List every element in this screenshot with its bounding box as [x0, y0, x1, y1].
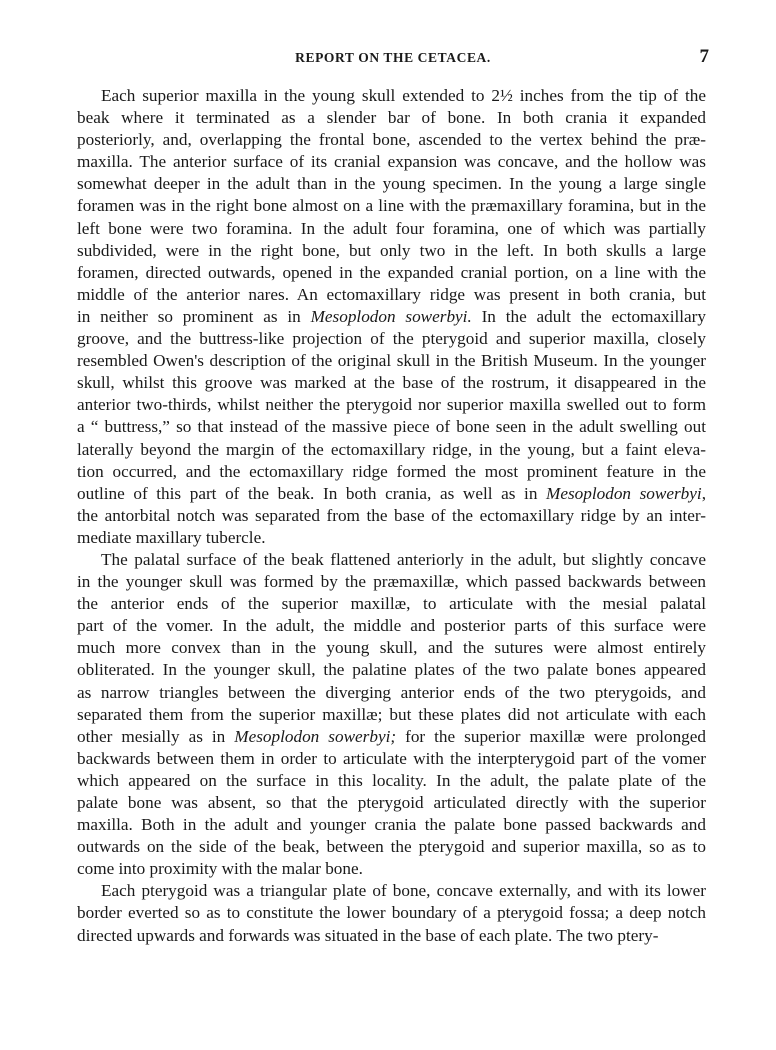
text-line: [77, 416, 706, 438]
text-line: [77, 195, 706, 217]
text-segment: tion occurred, and the ectomaxillary ridge formed the most prominent feature in the: [77, 461, 706, 481]
text-segment: The palatal surface of the beak flattened anteriorly in the adult, but slightly concave: [101, 549, 706, 569]
text-segment: obliterated. In the younger skull, the palatine plates of the two palate bones appeared: [77, 660, 706, 680]
text-segment: for the superior maxillæ were prolonged: [396, 726, 706, 746]
text-line: [77, 107, 706, 129]
text-line: [77, 615, 706, 637]
text-segment: in neither so prominent as in: [77, 306, 311, 326]
body-text: [77, 85, 706, 947]
text-segment: posteriorly, and, overlapping the frontal bone, ascended to the vertex behind the præ-: [77, 130, 706, 150]
text-line: [77, 284, 706, 306]
text-line: [77, 262, 706, 284]
text-segment: mediate maxillary tubercle.: [77, 527, 266, 547]
text-line: [77, 925, 706, 947]
text-segment: groove, and the buttress-like projection of the pterygoid and superior maxilla, closely: [77, 329, 706, 349]
text-line: [77, 505, 706, 527]
text-segment: which appeared on the surface in this locality. In the adult, the palate plate of the: [77, 770, 706, 790]
text-line: [77, 637, 706, 659]
text-segment: laterally beyond the margin of the ectomaxillary ridge, in the young, but a faint eleva-: [77, 439, 706, 459]
text-segment: outwards on the side of the beak, between the pterygoid and superior maxilla, so as to: [77, 837, 706, 857]
text-segment: other mesially as in: [77, 726, 235, 746]
text-segment: anterior two-thirds, whilst neither the pterygoid nor superior maxilla swelled out to form: [77, 395, 706, 415]
page-header: [77, 46, 709, 70]
text-segment: the antorbital notch was separated from the base of the ectomaxillary ridge by an inter-: [77, 505, 706, 525]
text-segment: as narrow triangles between the diverging anterior ends of the two pterygoids, and: [77, 682, 706, 702]
text-line: [77, 792, 706, 814]
text-segment: in the younger skull was formed by the præmaxillæ, which passed backwards between: [77, 572, 706, 592]
text-segment: left bone were two foramina. In the adult four foramina, one of which was partially: [77, 218, 706, 238]
text-segment: In the adult the ectomaxillary: [471, 306, 706, 326]
text-line: [77, 549, 706, 571]
text-segment: Each superior maxilla in the young skull extended to 2½ inches from the tip of the: [101, 86, 706, 105]
text-line: [77, 394, 706, 416]
text-line: [77, 726, 706, 748]
running-title: REPORT ON THE CETACEA.: [295, 50, 491, 65]
text-line: [77, 571, 706, 593]
page-number: 7: [699, 46, 709, 67]
text-segment: resembled Owen's description of the original skull in the British Museum. In the younger: [77, 351, 706, 371]
text-line: [77, 439, 706, 461]
paragraph: [77, 85, 706, 549]
text-segment: subdivided, were in the right bone, but only two in the left. In both skulls a large: [77, 240, 706, 260]
italic-species-name: Mesoplodon sowerbyi.: [310, 306, 472, 326]
italic-species-name: Mesoplodon sowerbyi: [546, 483, 702, 503]
text-segment: middle of the anterior nares. An ectomaxillary ridge was present in both crania, but: [77, 284, 706, 304]
text-line: [77, 682, 706, 704]
text-segment: maxilla. Both in the adult and younger crania the palate bone passed backwards and: [77, 815, 706, 835]
text-segment: a “ buttress,” so that instead of the massive piece of bone seen in the adult swelling out: [77, 417, 706, 437]
text-line: [77, 218, 706, 240]
text-line: [77, 173, 706, 195]
text-segment: the anterior ends of the superior maxillæ, to articulate with the mesial palatal: [77, 594, 706, 614]
text-line: [77, 704, 706, 726]
text-segment: foramen, directed outwards, opened in the expanded cranial portion, on a line with the: [77, 262, 706, 282]
text-line: [77, 372, 706, 394]
text-line: [77, 85, 706, 107]
text-segment: palate bone was absent, so that the pterygoid articulated directly with the superior: [77, 793, 706, 812]
text-line: [77, 240, 706, 262]
text-line: [77, 129, 706, 151]
paragraph: [77, 549, 706, 880]
text-segment: separated them from the superior maxillæ; but these plates did not articulate with each: [77, 704, 706, 724]
text-line: [77, 328, 706, 350]
text-segment: come into proximity with the malar bone.: [77, 859, 363, 879]
text-line: [77, 527, 706, 549]
text-segment: ,: [701, 483, 706, 503]
text-line: [77, 902, 706, 924]
text-line: [77, 858, 706, 880]
text-line: [77, 151, 706, 173]
text-segment: skull, whilst this groove was marked at the base of the rostrum, it disappeared in the: [77, 373, 706, 393]
text-line: [77, 593, 706, 615]
text-line: [77, 483, 706, 505]
text-segment: border everted so as to constitute the lower boundary of a pterygoid fossa; a deep notch: [77, 903, 706, 923]
text-line: [77, 306, 706, 328]
paragraph: [77, 880, 706, 946]
text-segment: part of the vomer. In the adult, the middle and posterior parts of this surface were: [77, 616, 706, 636]
text-line: [77, 461, 706, 483]
text-line: [77, 814, 706, 836]
text-line: [77, 880, 706, 902]
text-segment: outline of this part of the beak. In both crania, as well as in: [77, 483, 547, 503]
text-line: [77, 659, 706, 681]
text-segment: maxilla. The anterior surface of its cranial expansion was concave, and the hollow was: [77, 152, 706, 172]
text-line: [77, 350, 706, 372]
text-segment: directed upwards and forwards was situated in the base of each plate. The two ptery-: [77, 925, 659, 945]
text-segment: much more convex than in the young skull, and the sutures were almost entirely: [77, 638, 706, 658]
text-segment: Each pterygoid was a triangular plate of bone, concave externally, and with its lower: [101, 881, 706, 901]
text-line: [77, 770, 706, 792]
text-segment: somewhat deeper in the adult than in the young specimen. In the young a large single: [77, 174, 706, 194]
text-segment: foramen was in the right bone almost on a line with the præmaxillary foramina, but in the: [77, 196, 706, 216]
text-line: [77, 748, 706, 770]
text-segment: beak where it terminated as a slender bar of bone. In both crania it expanded: [77, 108, 706, 128]
text-segment: backwards between them in order to articulate with the interpterygoid part of the vomer: [77, 748, 706, 768]
text-line: [77, 836, 706, 858]
italic-species-name: Mesoplodon sowerbyi;: [234, 726, 397, 746]
